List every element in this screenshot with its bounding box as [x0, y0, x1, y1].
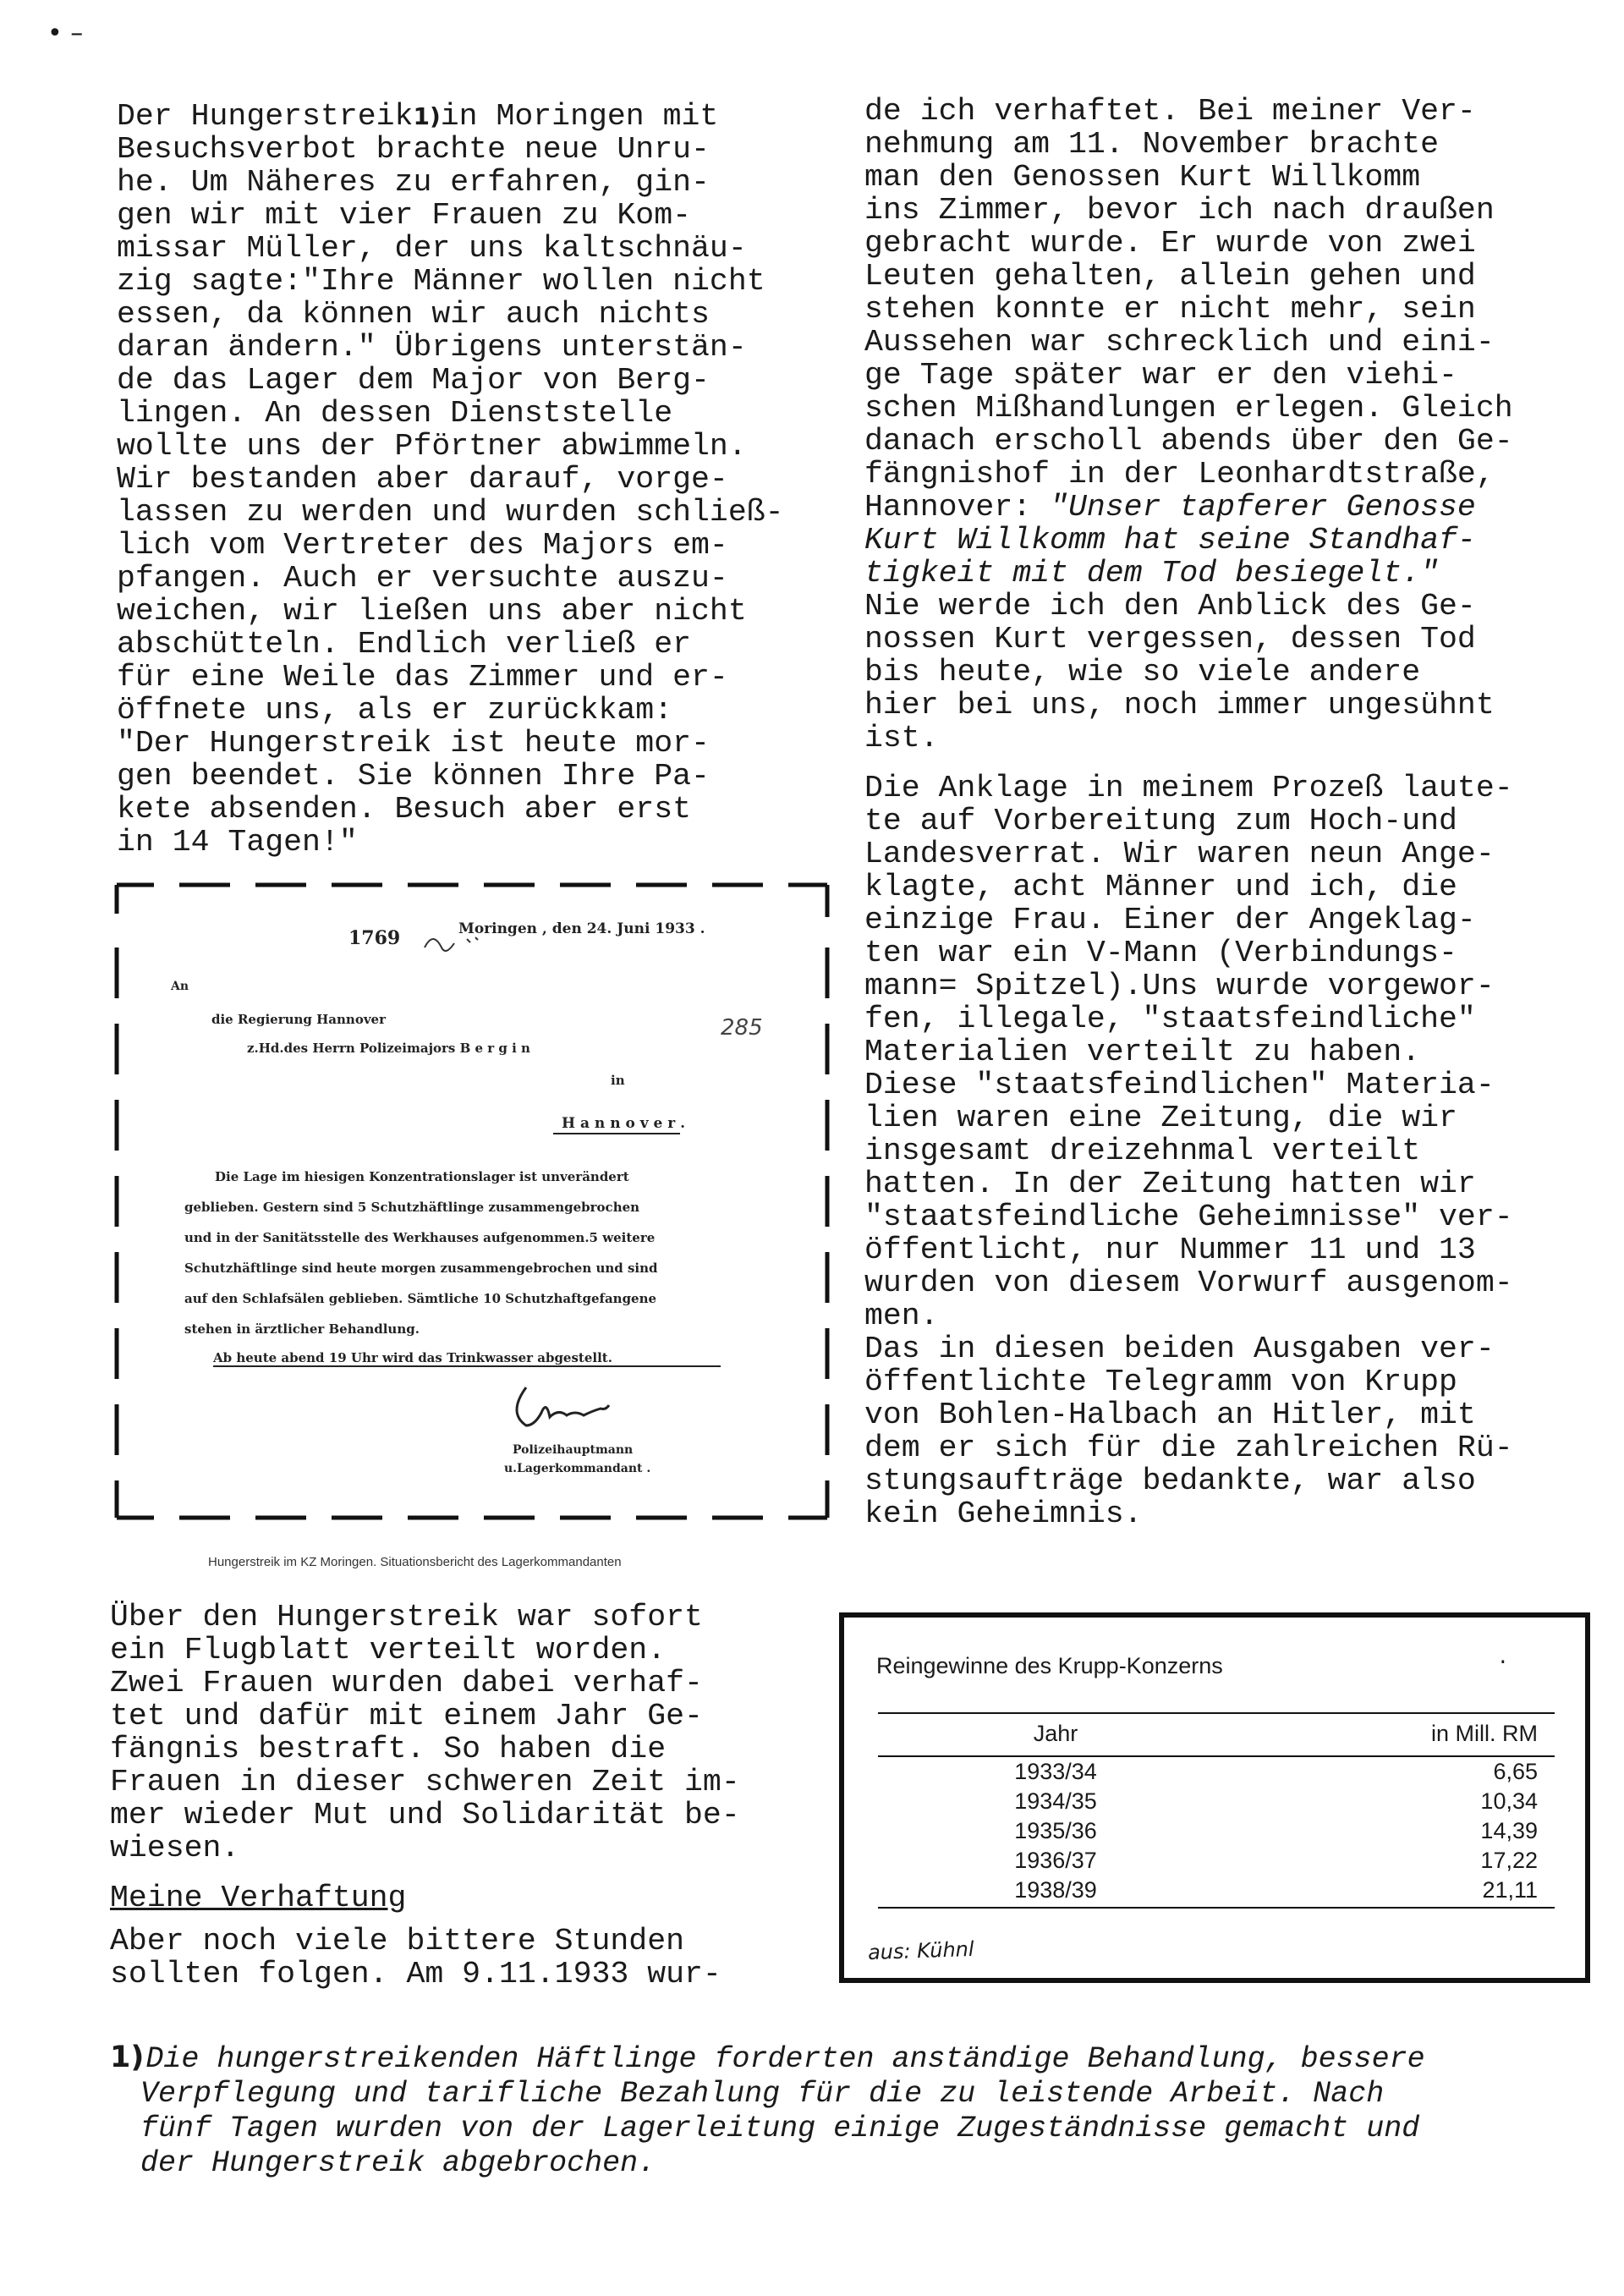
text-line: Aussehen war schrecklich und eini- [864, 325, 1495, 360]
text-line: lien waren eine Zeitung, die wir [864, 1101, 1457, 1135]
text-line: ten war ein V-Mann (Verbindungs- [864, 936, 1457, 970]
text-line: kein Geheimnis. [864, 1497, 1143, 1531]
text-line: Hannover: "Unser tapferer Genosse [864, 490, 1476, 525]
text-line: lingen. An dessen Dienststelle [117, 396, 673, 431]
text-line: abschütteln. Endlich verließ er [117, 627, 692, 662]
document-place-date: Moringen , den 24. Juni 1933 . [458, 920, 705, 937]
document-city: H a n n o v e r . [562, 1115, 686, 1132]
text-line: klagte, acht Männer und ich, die [864, 870, 1457, 904]
text-line: Der Hungerstreik$^{1)}$in Moringen mit [117, 99, 719, 134]
table-row [878, 1876, 1555, 1908]
text-line: von Bohlen-Halbach an Hitler, mit [864, 1398, 1476, 1432]
document-underlined-line: Ab heute abend 19 Uhr wird das Trinkwasser abgestellt. [213, 1350, 612, 1365]
document-body-line: auf den Schlafsälen geblieben. Sämtliche 10 Schutzhaftgefangene [184, 1291, 657, 1306]
stray-mark: · [1496, 1651, 1509, 1674]
table-row [878, 1816, 1555, 1846]
document-addressee: die Regierung Hannover [211, 1012, 386, 1027]
text-line: missar Müller, der uns kaltschnäu- [117, 231, 747, 266]
text-line: men. [864, 1299, 939, 1333]
text-line: ist. [864, 721, 939, 755]
document-body-line: und in der Sanitätsstelle des Werkhauses aufgenommen.5 weitere [184, 1230, 656, 1245]
left-column-bottom [110, 1601, 740, 1991]
value-cell: 21,11 [1233, 1876, 1555, 1908]
text-line: Materialien verteilt zu haben. [864, 1035, 1421, 1069]
year-cell: 1934/35 [1014, 1788, 1097, 1814]
table-row [878, 1787, 1555, 1816]
document-body-line: geblieben. Gestern sind 5 Schutzhäftlinge zusammengebrochen [184, 1200, 640, 1215]
text-line: wiesen. [110, 1831, 240, 1865]
text-line: te auf Vorbereitung zum Hoch-und [864, 804, 1457, 838]
text-line: Nie werde ich den Anblick des Ge- [864, 589, 1476, 623]
footnote-mark: 1) [110, 2041, 145, 2074]
text-line: Die Anklage in meinem Prozeß laute- [864, 771, 1513, 805]
text-line: fängnis bestraft. So haben die [110, 1732, 667, 1766]
text-line: tet und dafür mit einem Jahr Ge- [110, 1699, 703, 1733]
text-line: nossen Kurt vergessen, dessen Tod [864, 622, 1476, 656]
text-line: mer wieder Mut und Solidarität be- [110, 1798, 740, 1832]
table-title: Reingewinne des Krupp-Konzerns [876, 1653, 1223, 1678]
table-row [878, 1756, 1555, 1787]
quote-line: Kurt Willkomm hat seine Standhaf- [864, 523, 1476, 558]
text-line: mann= Spitzel).Uns wurde vorgewor- [864, 969, 1495, 1003]
text-line: insgesamt dreizehnmal verteilt [864, 1134, 1421, 1168]
text-line: wurden von diesem Vorwurf ausgenom- [864, 1266, 1513, 1300]
text-line: Landesverrat. Wir waren neun Ange- [864, 837, 1495, 871]
value-cell: 6,65 [1493, 1759, 1538, 1784]
text-line: weichen, wir ließen uns aber nicht [117, 594, 747, 629]
document-addressee: in [611, 1073, 625, 1088]
signature [517, 1387, 609, 1425]
text-line: wollte uns der Pförtner abwimmeln. [117, 429, 747, 464]
text-line: ins Zimmer, bevor ich nach draußen [864, 193, 1495, 228]
quote-line: "Unser tapferer Genosse [1050, 490, 1476, 525]
footnote-ref: 1) [413, 102, 441, 130]
text-line: danach erscholl abends über den Ge- [864, 424, 1513, 459]
document-signatory: u.Lagerkommandant . [504, 1462, 651, 1475]
text-line: zig sagte:"Ihre Männer wollen nicht [117, 264, 765, 299]
text-line: hatten. In der Zeitung hatten wir [864, 1167, 1476, 1201]
year-cell: 1933/34 [1014, 1759, 1097, 1784]
text-line: man den Genossen Kurt Willkomm [864, 160, 1421, 195]
text-line: fen, illegale, "staatsfeindliche" [864, 1002, 1476, 1036]
footnote [110, 2041, 1425, 2181]
text-line: gen beendet. Sie können Ihre Pa- [117, 759, 710, 794]
table-header-row [878, 1713, 1555, 1756]
text-line: bis heute, wie so viele andere [864, 655, 1421, 689]
text-line: Zwei Frauen wurden dabei verhaf- [110, 1666, 703, 1700]
document-number: 1769 [348, 927, 401, 949]
text-line: Über den Hungerstreik war sofort [110, 1600, 703, 1634]
text-line: nehmung am 11. November brachte [864, 127, 1440, 162]
handwritten-mark [425, 937, 478, 951]
year-cell: 1936/37 [1014, 1848, 1097, 1873]
text-line: de ich verhaftet. Bei meiner Ver- [864, 94, 1476, 129]
krupp-profit-table [878, 1712, 1555, 1909]
text-line: sollten folgen. Am 9.11.1933 wur- [110, 1957, 721, 1991]
text-line: öffnete uns, als er zurückkam: [117, 693, 673, 728]
text-line: ein Flugblatt verteilt worden. [110, 1633, 667, 1667]
column-header-value: in Mill. RM [1233, 1713, 1555, 1756]
corner-mark: • – [47, 19, 84, 48]
handwritten-ref: 285 [721, 1015, 763, 1041]
text-line: gen wir mit vier Frauen zu Kom- [117, 198, 692, 233]
text-line: "Der Hungerstreik ist heute mor- [117, 726, 710, 761]
text-line: für eine Weile das Zimmer und er- [117, 660, 728, 695]
text-line: gebracht wurde. Er wurde von zwei [864, 226, 1476, 261]
text-line: de das Lager dem Major von Berg- [117, 363, 710, 398]
document-to-label: An [171, 980, 189, 993]
table-source-note: aus: Kühnl [867, 1936, 974, 1965]
text-line: hier bei uns, noch immer ungesühnt [864, 688, 1495, 722]
section-heading: Meine Verhaftung [110, 1881, 407, 1915]
text-line: lich vom Vertreter des Majors em- [117, 528, 728, 563]
text-line: "staatsfeindliche Geheimnisse" ver- [864, 1200, 1513, 1234]
text-line: pfangen. Auch er versuchte auszu- [117, 561, 728, 596]
text-line: Diese "staatsfeindlichen" Materia- [864, 1068, 1495, 1102]
text-line: öffentlicht, nur Nummer 11 und 13 [864, 1233, 1476, 1267]
value-cell: 10,34 [1480, 1788, 1538, 1814]
year-cell: 1935/36 [1014, 1818, 1097, 1843]
footnote-line: 1)Die hungerstreikenden Häftlinge forderten anständige Behandlung, bessere [110, 2041, 1425, 2076]
text-line: stehen konnte er nicht mehr, sein [864, 292, 1476, 327]
column-header-year: Jahr [878, 1713, 1233, 1756]
text-line: essen, da können wir auch nichts [117, 297, 710, 332]
text-line: lassen zu werden und wurden schließ- [117, 495, 784, 530]
text-line: Frauen in dieser schweren Zeit im- [110, 1765, 740, 1799]
text-line: in 14 Tagen!" [117, 825, 358, 860]
right-column [864, 95, 1513, 1530]
text-line: stungsaufträge bedankte, war also [864, 1464, 1476, 1498]
value-cell: 14,39 [1480, 1818, 1538, 1843]
text-line: Das in diesen beiden Ausgaben ver- [864, 1332, 1495, 1366]
text-line: he. Um Näheres zu erfahren, gin- [117, 165, 710, 200]
quote-line: tigkeit mit dem Tod besiegelt." [864, 556, 1440, 590]
document-body-line: Schutzhäftlinge sind heute morgen zusammengebrochen und sind [184, 1261, 658, 1276]
text-line: Besuchsverbot brachte neue Unru- [117, 132, 710, 167]
text-line: Aber noch viele bittere Stunden [110, 1924, 685, 1958]
krupp-profit-table-box [839, 1612, 1590, 1983]
text-line: dem er sich für die zahlreichen Rü- [864, 1431, 1513, 1465]
value-cell: 17,22 [1480, 1848, 1538, 1873]
year-cell: 1938/39 [878, 1876, 1233, 1908]
text-line: daran ändern." Übrigens unterstän- [117, 330, 747, 365]
text-line: einzige Frau. Einer der Angeklag- [864, 903, 1476, 937]
archival-document [112, 880, 832, 1523]
text-line: kete absenden. Besuch aber erst [117, 792, 692, 827]
footnote-line: fünf Tagen wurden von der Lagerleitung einige Zugeständnisse gemacht und [140, 2112, 1420, 2145]
document-addressee: z.Hd.des Herrn Polizeimajors B e r g i n [247, 1041, 530, 1056]
table-row [878, 1846, 1555, 1876]
text-line: schen Mißhandlungen erlegen. Gleich [864, 391, 1513, 426]
text-line: Leuten gehalten, allein gehen und [864, 259, 1476, 294]
document-caption: Hungerstreik im KZ Moringen. Situationsbericht des Lagerkommandanten [208, 1555, 622, 1569]
left-column-top [117, 100, 784, 859]
document-body-line: stehen in ärztlicher Behandlung. [184, 1321, 420, 1337]
footnote-line: der Hungerstreik abgebrochen. [140, 2146, 656, 2180]
document-body-line: Die Lage im hiesigen Konzentrationslager ist unverändert [215, 1169, 629, 1184]
text-line: ge Tage später war er den viehi- [864, 358, 1457, 393]
text-line: Wir bestanden aber darauf, vorge- [117, 462, 728, 497]
text-line: öffentlichte Telegramm von Krupp [864, 1365, 1457, 1399]
text-line: fängnishof in der Leonhardtstraße, [864, 457, 1495, 492]
footnote-line: Verpflegung und tarifliche Bezahlung für die zu leistende Arbeit. Nach [140, 2077, 1385, 2111]
document-signatory: Polizeihauptmann [513, 1443, 634, 1457]
